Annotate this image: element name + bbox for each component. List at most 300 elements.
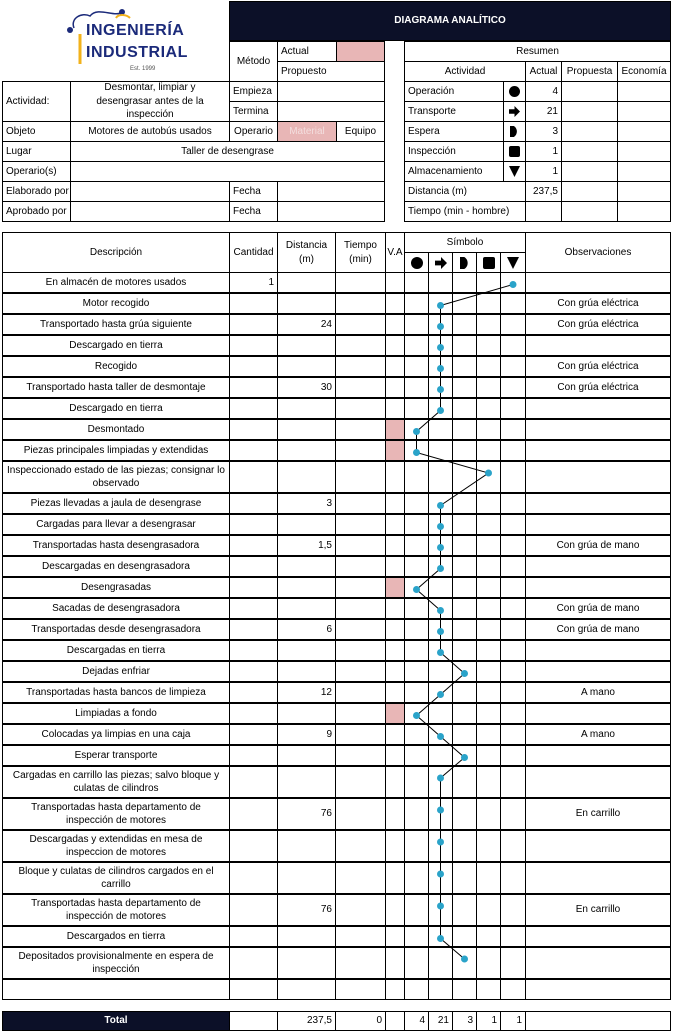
row-cantidad (229, 745, 278, 766)
row-va-mark (385, 493, 405, 514)
row-distancia (277, 556, 336, 577)
row-symbol-cell (476, 947, 501, 979)
row-va-mark (385, 619, 405, 640)
row-symbol-cell (500, 745, 526, 766)
row-va-mark (385, 314, 405, 335)
fecha-label-1: Fecha (229, 181, 278, 202)
row-symbol-cell (452, 356, 477, 377)
row-symbol-cell (476, 830, 501, 862)
row-descripcion: Recogido (2, 356, 230, 377)
summary-arrow-label: Transporte (404, 101, 504, 122)
row-distancia (277, 514, 336, 535)
row-tiempo (335, 724, 386, 745)
row-cantidad (229, 577, 278, 598)
row-symbol-cell (428, 356, 453, 377)
summary-square-icon (503, 141, 526, 162)
row-symbol-cell (500, 598, 526, 619)
total-cantidad (229, 1011, 278, 1031)
row-cantidad (229, 661, 278, 682)
row-symbol-cell (500, 461, 526, 493)
col-tiempo: Tiempo (min) (335, 232, 386, 273)
row-symbol-cell (500, 703, 526, 724)
row-symbol-cell (404, 440, 429, 461)
row-descripcion: Limpiadas a fondo (2, 703, 230, 724)
summary-triangle-icon (503, 161, 526, 182)
total-distancia: 237,5 (277, 1011, 336, 1031)
row-tiempo (335, 703, 386, 724)
row-va-mark (385, 335, 405, 356)
row-tiempo (335, 640, 386, 661)
row-symbol-cell (404, 947, 429, 979)
row-symbol-cell (428, 745, 453, 766)
row-descripcion: Esperar transporte (2, 745, 230, 766)
row-tiempo (335, 682, 386, 703)
row-symbol-cell (452, 745, 477, 766)
row-symbol-cell (404, 862, 429, 894)
row-distancia (277, 398, 336, 419)
row-descripcion: Cargadas para llevar a desengrasar (2, 514, 230, 535)
row-symbol-cell (404, 272, 429, 293)
summary-square-actual: 1 (525, 141, 562, 162)
row-cantidad (229, 798, 278, 830)
row-observaciones (525, 703, 671, 724)
row-distancia (277, 461, 336, 493)
row-observaciones: Con grúa eléctrica (525, 293, 671, 314)
row-observaciones (525, 461, 671, 493)
total-observaciones (525, 1011, 671, 1031)
row-symbol-cell (500, 724, 526, 745)
row-cantidad (229, 862, 278, 894)
row-symbol-cell (500, 979, 526, 1000)
summary-arrow-propuesta (561, 101, 618, 122)
distancia-propuesta (561, 181, 618, 202)
termina-label: Termina (229, 101, 278, 122)
row-descripcion: Sacadas de desengrasadora (2, 598, 230, 619)
equipo-label: Equipo (336, 121, 385, 142)
row-va-mark (385, 661, 405, 682)
row-observaciones (525, 862, 671, 894)
row-descripcion: Transportado hasta grúa siguiente (2, 314, 230, 335)
row-symbol-cell (500, 377, 526, 398)
summary-square-propuesta (561, 141, 618, 162)
row-descripcion: Descargadas y extendidas en mesa de inspeccion de motores (2, 830, 230, 862)
row-symbol-cell (428, 577, 453, 598)
resumen-economia-hdr: Economía (617, 61, 671, 82)
row-tiempo (335, 493, 386, 514)
row-symbol-cell (404, 314, 429, 335)
row-symbol-cell (404, 356, 429, 377)
row-symbol-cell (452, 598, 477, 619)
row-cantidad (229, 766, 278, 798)
row-distancia (277, 766, 336, 798)
row-symbol-cell (500, 535, 526, 556)
row-symbol-cell (404, 493, 429, 514)
row-observaciones (525, 577, 671, 598)
metodo-actual-mark (336, 41, 385, 62)
row-symbol-cell (428, 766, 453, 798)
row-symbol-cell (476, 293, 501, 314)
row-tiempo (335, 293, 386, 314)
summary-circle-actual: 4 (525, 81, 562, 102)
row-symbol-cell (500, 894, 526, 926)
row-descripcion: Piezas principales limpiadas y extendidas (2, 440, 230, 461)
row-symbol-cell (476, 766, 501, 798)
row-symbol-cell (428, 798, 453, 830)
row-cantidad (229, 619, 278, 640)
row-symbol-cell (428, 926, 453, 947)
row-symbol-cell (476, 979, 501, 1000)
row-observaciones (525, 272, 671, 293)
row-symbol-cell (452, 577, 477, 598)
row-symbol-cell (452, 493, 477, 514)
row-symbol-cell (452, 830, 477, 862)
row-observaciones: Con grúa de mano (525, 598, 671, 619)
symbol-header-arrow-icon (428, 252, 453, 273)
row-symbol-cell (428, 514, 453, 535)
row-descripcion: Transportadas hasta departamento de inspección de motores (2, 894, 230, 926)
aprobado-label: Aprobado por (2, 201, 71, 222)
row-symbol-cell (428, 619, 453, 640)
row-va-mark (385, 535, 405, 556)
row-symbol-cell (404, 766, 429, 798)
row-tiempo (335, 862, 386, 894)
row-observaciones: A mano (525, 682, 671, 703)
row-tiempo (335, 979, 386, 1000)
row-observaciones (525, 398, 671, 419)
fecha-label-2: Fecha (229, 201, 278, 222)
row-symbol-cell (500, 335, 526, 356)
row-symbol-cell (476, 640, 501, 661)
total-tiempo: 0 (335, 1011, 386, 1031)
row-symbol-cell (404, 640, 429, 661)
total-d-shape-count: 3 (452, 1011, 477, 1031)
row-symbol-cell (428, 862, 453, 894)
row-symbol-cell (452, 440, 477, 461)
row-va-mark (385, 798, 405, 830)
row-symbol-cell (452, 556, 477, 577)
row-distancia: 3 (277, 493, 336, 514)
resumen-label: Resumen (404, 41, 671, 62)
metodo-propuesto: Propuesto (277, 61, 385, 82)
row-tiempo (335, 619, 386, 640)
row-symbol-cell (428, 979, 453, 1000)
row-observaciones (525, 947, 671, 979)
row-symbol-cell (500, 314, 526, 335)
row-symbol-cell (404, 661, 429, 682)
row-descripcion: Transportadas hasta bancos de limpieza (2, 682, 230, 703)
row-symbol-cell (428, 661, 453, 682)
row-symbol-cell (476, 461, 501, 493)
row-symbol-cell (500, 556, 526, 577)
row-cantidad (229, 314, 278, 335)
row-observaciones (525, 493, 671, 514)
row-cantidad (229, 514, 278, 535)
row-symbol-cell (428, 440, 453, 461)
summary-arrow-economia (617, 101, 671, 122)
row-descripcion (2, 979, 230, 1000)
summary-square-label: Inspección (404, 141, 504, 162)
row-tiempo (335, 377, 386, 398)
row-symbol-cell (500, 577, 526, 598)
row-tiempo (335, 440, 386, 461)
row-symbol-cell (452, 398, 477, 419)
summary-triangle-actual: 1 (525, 161, 562, 182)
row-observaciones (525, 514, 671, 535)
row-cantidad (229, 682, 278, 703)
row-descripcion: Motor recogido (2, 293, 230, 314)
col-simbolo: Símbolo (404, 232, 526, 253)
logo-line2: INDUSTRIAL (86, 44, 188, 61)
row-distancia (277, 640, 336, 661)
row-observaciones (525, 335, 671, 356)
row-cantidad (229, 493, 278, 514)
distancia-economia (617, 181, 671, 202)
metodo-actual: Actual (277, 41, 337, 62)
row-cantidad (229, 356, 278, 377)
row-distancia (277, 440, 336, 461)
row-observaciones (525, 766, 671, 798)
symbol-header-square-icon (476, 252, 501, 273)
row-cantidad (229, 535, 278, 556)
distancia-value: 237,5 (525, 181, 562, 202)
row-symbol-cell (452, 798, 477, 830)
total-arrow-count: 21 (428, 1011, 453, 1031)
total-circle-count: 4 (404, 1011, 429, 1031)
row-symbol-cell (428, 535, 453, 556)
row-tiempo (335, 272, 386, 293)
row-cantidad (229, 640, 278, 661)
col-observaciones: Observaciones (525, 232, 671, 273)
row-descripcion: Colocadas ya limpias en una caja (2, 724, 230, 745)
row-tiempo (335, 798, 386, 830)
tiempo-propuesta (561, 201, 618, 222)
row-descripcion: Inspeccionado estado de las piezas; consignar lo observado (2, 461, 230, 493)
summary-circle-icon (503, 81, 526, 102)
row-symbol-cell (452, 640, 477, 661)
row-cantidad: 1 (229, 272, 278, 293)
logo-line1: INGENIERÍA (86, 22, 185, 39)
row-symbol-cell (476, 862, 501, 894)
total-va (385, 1011, 405, 1031)
row-symbol-cell (428, 830, 453, 862)
row-symbol-cell (452, 272, 477, 293)
row-descripcion: Piezas llevadas a jaula de desengrase (2, 493, 230, 514)
logo (60, 4, 188, 76)
row-symbol-cell (476, 798, 501, 830)
row-observaciones: Con grúa eléctrica (525, 377, 671, 398)
row-va-mark (385, 461, 405, 493)
row-symbol-cell (476, 703, 501, 724)
summary-square-economia (617, 141, 671, 162)
row-symbol-cell (428, 398, 453, 419)
row-tiempo (335, 894, 386, 926)
row-symbol-cell (452, 862, 477, 894)
row-va-mark (385, 272, 405, 293)
row-distancia (277, 926, 336, 947)
row-cantidad (229, 830, 278, 862)
row-distancia: 6 (277, 619, 336, 640)
row-symbol-cell (404, 335, 429, 356)
row-observaciones: Con grúa eléctrica (525, 356, 671, 377)
row-symbol-cell (500, 862, 526, 894)
row-distancia: 9 (277, 724, 336, 745)
symbol-header-triangle-icon (500, 252, 526, 273)
termina-value (277, 101, 385, 122)
col-distancia: Distancia (m) (277, 232, 336, 273)
row-tiempo (335, 830, 386, 862)
row-symbol-cell (476, 682, 501, 703)
summary-triangle-label: Almacenamiento (404, 161, 504, 182)
row-va-mark (385, 682, 405, 703)
row-cantidad (229, 724, 278, 745)
row-symbol-cell (452, 293, 477, 314)
row-observaciones: En carrillo (525, 798, 671, 830)
row-symbol-cell (476, 398, 501, 419)
row-tiempo (335, 514, 386, 535)
row-descripcion: Descargadas en tierra (2, 640, 230, 661)
objeto-value: Motores de autobús usados (70, 121, 230, 142)
summary-arrow-icon (503, 101, 526, 122)
row-descripcion: Descargadas en desengrasadora (2, 556, 230, 577)
row-symbol-cell (476, 598, 501, 619)
row-cantidad (229, 926, 278, 947)
col-descripcion: Descripción (2, 232, 230, 273)
row-symbol-cell (452, 724, 477, 745)
row-symbol-cell (452, 926, 477, 947)
row-observaciones (525, 556, 671, 577)
row-symbol-cell (428, 682, 453, 703)
row-tiempo (335, 661, 386, 682)
row-symbol-cell (404, 724, 429, 745)
summary-triangle-economia (617, 161, 671, 182)
row-symbol-cell (404, 556, 429, 577)
row-symbol-cell (452, 619, 477, 640)
row-va-mark (385, 377, 405, 398)
row-va-mark (385, 440, 405, 461)
row-symbol-cell (428, 293, 453, 314)
row-descripcion: Transportado hasta taller de desmontaje (2, 377, 230, 398)
row-symbol-cell (452, 419, 477, 440)
col-va: V.A (385, 232, 405, 273)
row-distancia (277, 335, 336, 356)
aprobado-value (70, 201, 230, 222)
symbol-header-d-shape-icon (452, 252, 477, 273)
row-symbol-cell (500, 514, 526, 535)
row-va-mark (385, 419, 405, 440)
row-symbol-cell (404, 830, 429, 862)
row-cantidad (229, 419, 278, 440)
empieza-value (277, 81, 385, 102)
row-descripcion: Transportadas hasta departamento de inspección de motores (2, 798, 230, 830)
row-symbol-cell (452, 514, 477, 535)
row-symbol-cell (404, 745, 429, 766)
row-tiempo (335, 577, 386, 598)
row-observaciones (525, 440, 671, 461)
row-symbol-cell (428, 598, 453, 619)
col-cantidad: Cantidad (229, 232, 278, 273)
row-observaciones (525, 830, 671, 862)
row-symbol-cell (452, 947, 477, 979)
row-symbol-cell (428, 703, 453, 724)
row-symbol-cell (500, 440, 526, 461)
row-symbol-cell (428, 272, 453, 293)
row-symbol-cell (476, 661, 501, 682)
summary-circle-label: Operación (404, 81, 504, 102)
row-symbol-cell (500, 493, 526, 514)
row-observaciones: Con grúa de mano (525, 619, 671, 640)
row-cantidad (229, 947, 278, 979)
row-symbol-cell (500, 419, 526, 440)
row-symbol-cell (428, 377, 453, 398)
row-symbol-cell (500, 272, 526, 293)
row-symbol-cell (452, 703, 477, 724)
row-symbol-cell (428, 335, 453, 356)
row-symbol-cell (500, 293, 526, 314)
row-symbol-cell (476, 894, 501, 926)
row-symbol-cell (476, 724, 501, 745)
row-descripcion: Transportadas desde desengrasadora (2, 619, 230, 640)
row-symbol-cell (428, 461, 453, 493)
row-symbol-cell (476, 745, 501, 766)
row-symbol-cell (476, 356, 501, 377)
row-tiempo (335, 766, 386, 798)
row-symbol-cell (428, 314, 453, 335)
row-symbol-cell (428, 894, 453, 926)
row-distancia (277, 272, 336, 293)
row-symbol-cell (476, 926, 501, 947)
row-tiempo (335, 314, 386, 335)
row-symbol-cell (452, 661, 477, 682)
summary-d-shape-economia (617, 121, 671, 142)
row-symbol-cell (404, 619, 429, 640)
objeto-label: Objeto (2, 121, 71, 142)
row-symbol-cell (476, 314, 501, 335)
row-observaciones: En carrillo (525, 894, 671, 926)
summary-circle-economia (617, 81, 671, 102)
row-distancia (277, 745, 336, 766)
operarios-label: Operario(s) (2, 161, 71, 182)
row-observaciones (525, 661, 671, 682)
row-distancia (277, 419, 336, 440)
row-va-mark (385, 598, 405, 619)
row-symbol-cell (500, 830, 526, 862)
tiempo-value (525, 201, 562, 222)
row-va-mark (385, 862, 405, 894)
row-tiempo (335, 535, 386, 556)
row-symbol-cell (428, 419, 453, 440)
row-distancia (277, 830, 336, 862)
row-symbol-cell (500, 398, 526, 419)
tiempo-economia (617, 201, 671, 222)
row-distancia (277, 862, 336, 894)
row-symbol-cell (476, 335, 501, 356)
row-symbol-cell (452, 766, 477, 798)
row-distancia: 76 (277, 798, 336, 830)
row-symbol-cell (500, 682, 526, 703)
row-va-mark (385, 398, 405, 419)
row-descripcion: Desengrasadas (2, 577, 230, 598)
row-va-mark (385, 703, 405, 724)
total-label: Total (2, 1011, 230, 1031)
row-symbol-cell (404, 577, 429, 598)
tiempo-label: Tiempo (min - hombre) (404, 201, 526, 222)
row-distancia (277, 661, 336, 682)
row-observaciones (525, 640, 671, 661)
row-symbol-cell (404, 293, 429, 314)
row-observaciones (525, 926, 671, 947)
row-tiempo (335, 926, 386, 947)
row-cantidad (229, 293, 278, 314)
